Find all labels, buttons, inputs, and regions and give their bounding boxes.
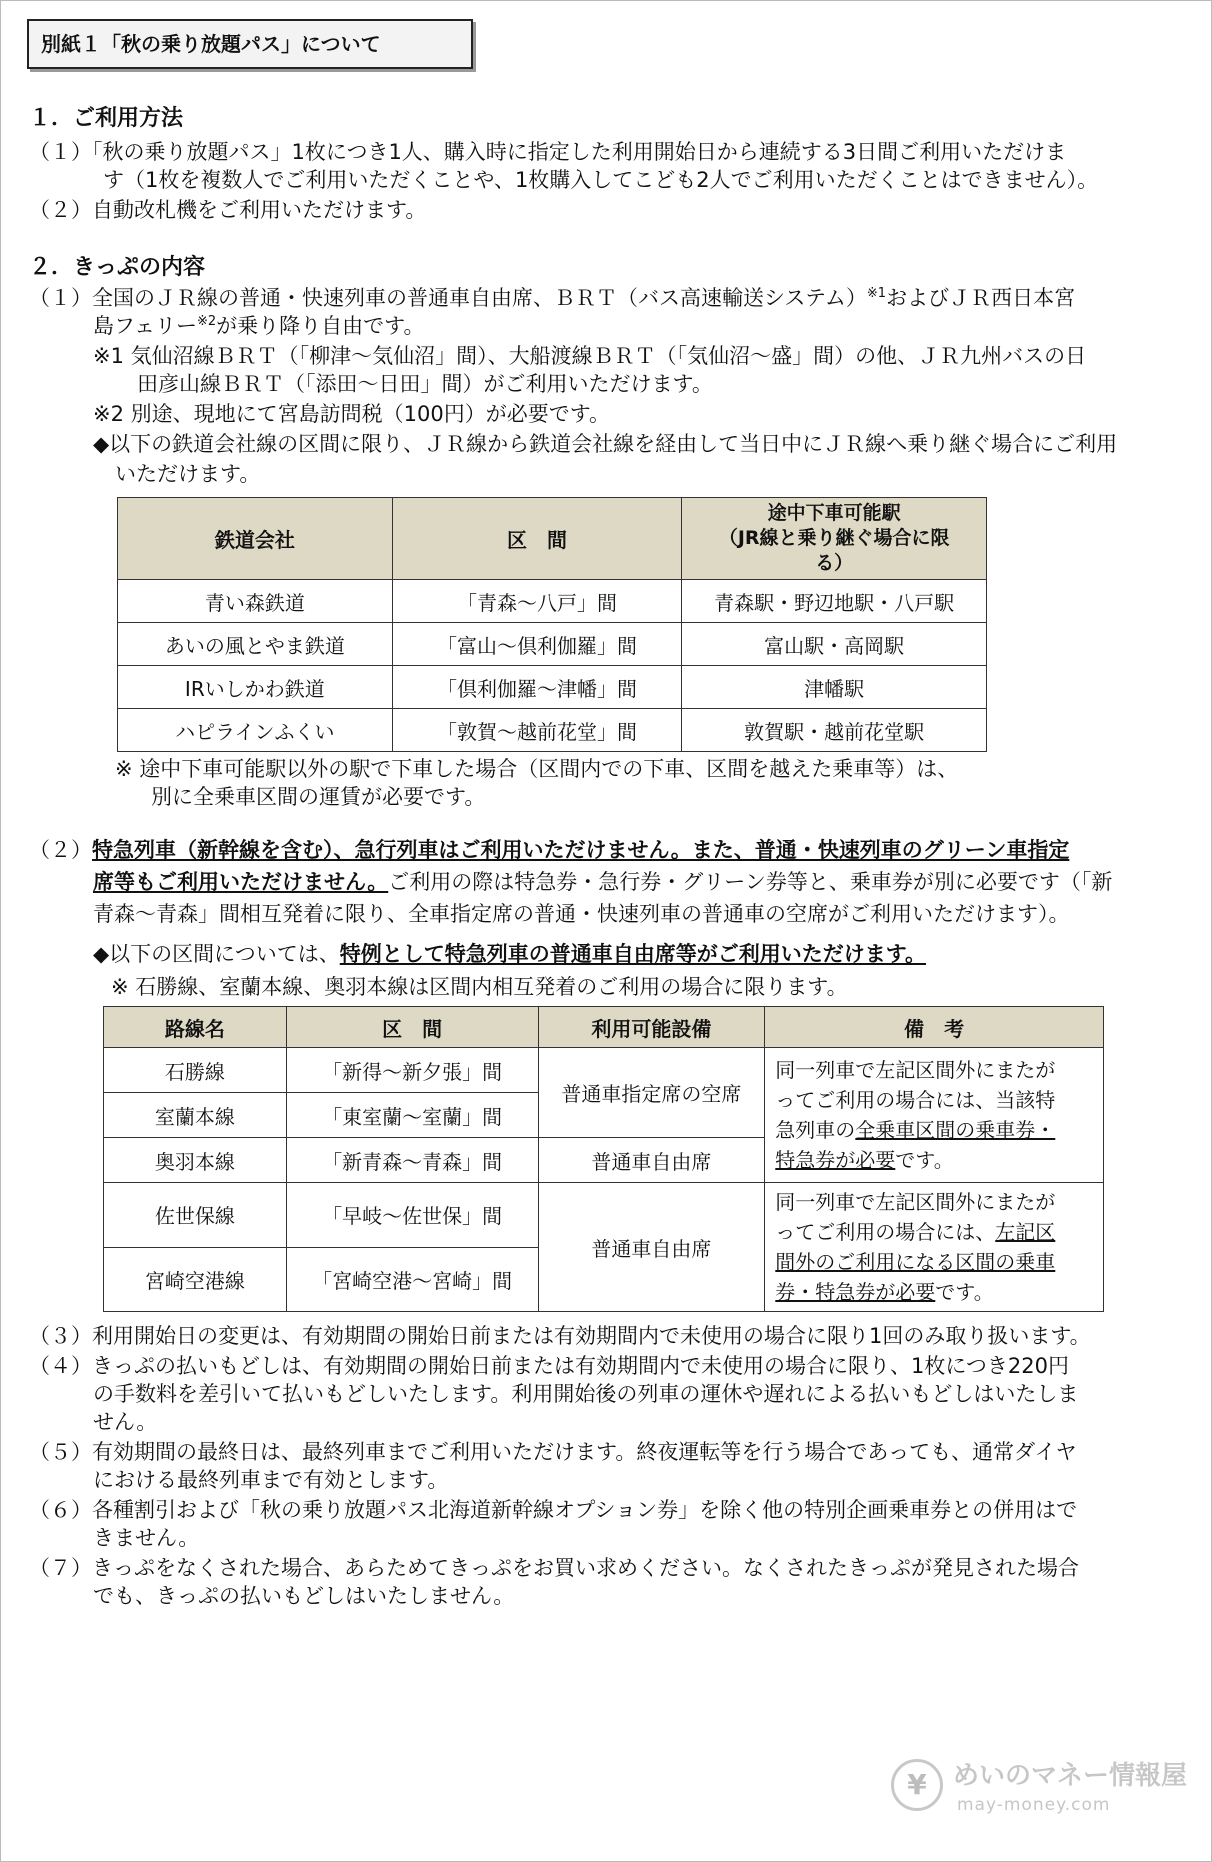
facility-nonreserved-b: 普通車自由席 xyxy=(538,1183,765,1312)
item1-text-d: が乗り降り自由です。 xyxy=(216,314,425,338)
section2-item4-line1: （４）きっぷの払いもどしは、有効期間の開始日前または有効期間内で未使用の場合に限り、1枚につき220円 xyxy=(29,1354,1070,1378)
table-row: 青い森鉄道 「青森～八戸」間 青森駅・野辺地駅・八戸駅 xyxy=(118,580,987,623)
section1-item1-line2: す（1枚を複数人でご利用いただくことや、1枚購入してこども2人でご利用いただくことはできません）。 xyxy=(103,168,1099,192)
section2-item2-line2 xyxy=(93,867,1112,897)
facility-nonreserved-a: 普通車自由席 xyxy=(538,1138,765,1183)
table-row: IRいしかわ鉄道 「倶利伽羅～津幡」間 津幡駅 xyxy=(118,666,987,709)
yen-coin-icon: ¥ xyxy=(891,1759,943,1811)
express-header-section: 区 間 xyxy=(286,1007,538,1048)
section2-item6-line2: きません。 xyxy=(93,1526,200,1550)
remark-a: 同一列車で左記区間外にまたが ってご利用の場合には、当該特 急列車の全乗車区間の乗車券・ 特急券が必要です。 xyxy=(765,1048,1104,1183)
express-section-table xyxy=(103,1006,1104,1312)
facility-reserved: 普通車指定席の空席 xyxy=(538,1048,765,1138)
document-title: 別紙１「秋の乗り放題パス」について xyxy=(27,19,473,69)
item2-prefix: （２） xyxy=(29,838,92,862)
table-row: 石勝線 「新得～新夕張」間 普通車指定席の空席 同一列車で左記区間外にまたが ってご利用の場合には、当該特 急列車の全乗車区間の乗車券・ 特急券が必要です。 xyxy=(104,1048,1104,1093)
section2-item5-line2: における最終列車まで有効とします。 xyxy=(93,1468,449,1492)
item1-text-a: （１）全国のＪＲ線の普通・快速列車の普通車自由席、ＢＲＴ（バス高速輸送システム） xyxy=(29,286,867,310)
section1-heading: １．ご利用方法 xyxy=(29,106,184,131)
express-header-remarks: 備 考 xyxy=(765,1007,1104,1048)
rail-note-line2: 別に全乗車区間の運賃が必要です。 xyxy=(151,785,486,809)
note1-line1: ※1 気仙沼線ＢＲＴ（「柳津～気仙沼」間）、大船渡線ＢＲＴ（「気仙沼～盛」間）の他、ＪＲ九州バスの日 xyxy=(93,344,1087,368)
watermark-logo xyxy=(891,1751,1191,1826)
express-intro-text: ◆以下の区間については、 xyxy=(93,942,340,966)
express-intro-underline: 特例として特急列車の普通車自由席等がご利用いただけます。 xyxy=(339,942,927,966)
section2-item2-line1 xyxy=(29,835,1069,865)
section2-item4-line2: の手数料を差引いて払いもどしいたします。利用開始後の列車の運休や遅れによる払いもどしはいたしま xyxy=(93,1382,1079,1406)
rail-header-section: 区 間 xyxy=(392,498,682,580)
table-row: 奥羽本線 「新青森～青森」間 普通車自由席 xyxy=(104,1138,1104,1183)
section2-item1-line1 xyxy=(29,283,1075,313)
item1-text-b: およびＪＲ西日本宮 xyxy=(886,286,1076,310)
express-header-line: 路線名 xyxy=(104,1007,287,1048)
item1-sup2: ※2 xyxy=(196,314,217,329)
section2-item2-line3: 青森～青森」間相互発着に限り、全車指定席の普通・快速列車の普通車の空席がご利用いただけます）。 xyxy=(93,902,1070,926)
section2-item6-line1: （６）各種割引および「秋の乗り放題パス北海道新幹線オプション券」を除く他の特別企画乗車券との併用はで xyxy=(29,1498,1078,1522)
rail-header-stopover: 途中下車可能駅 （JR線と乗り継ぐ場合に限 る） xyxy=(682,498,987,580)
item1-text-c: 島フェリー xyxy=(93,314,197,338)
item2-underline-a: 特急列車（新幹線を含む）、急行列車はご利用いただけません。また、普通・快速列車のグリーン車指定 xyxy=(92,838,1070,862)
section2-item4-line3: せん。 xyxy=(93,1410,158,1434)
rail-header-company: 鉄道会社 xyxy=(118,498,393,580)
section1-item2: （２）自動改札機をご利用いただけます。 xyxy=(29,198,427,222)
section2-item7-line1: （７）きっぷをなくされた場合、あらためてきっぷをお買い求めください。なくされたきっぷが発見された場合 xyxy=(29,1556,1079,1580)
express-table-header-row xyxy=(104,1007,1104,1048)
table-row: 佐世保線 「早岐～佐世保」間 普通車自由席 同一列車で左記区間外にまたが ってご利用の場合には、左記区 間外のご利用になる区間の乗車 券・特急券が必要です。 xyxy=(104,1183,1104,1248)
watermark-url: may-money.com xyxy=(957,1795,1111,1815)
section2-item7-line2: でも、きっぷの払いもどしはいたしません。 xyxy=(93,1584,515,1608)
rail-table-header-row xyxy=(118,498,987,580)
express-note: ※ 石勝線、室蘭本線、奥羽本線は区間内相互発着のご利用の場合に限ります。 xyxy=(111,975,848,999)
rail-intro-line2: いただけます。 xyxy=(115,462,261,486)
watermark-site-name: めいのマネー情報屋 xyxy=(953,1761,1188,1791)
note2: ※2 別途、現地にて宮島訪問税（100円）が必要です。 xyxy=(93,402,611,426)
section2-item1-line2 xyxy=(93,311,424,341)
table-row: 宮崎空港線 「宮崎空港～宮崎」間 xyxy=(104,1247,1104,1312)
rail-company-table xyxy=(117,497,987,752)
rail-intro-line1: ◆以下の鉄道会社線の区間に限り、ＪＲ線から鉄道会社線を経由して当日中にＪＲ線へ乗り継ぐ場合にご利用 xyxy=(93,432,1118,456)
section1-item1-line1: （１）「秋の乗り放題パス」1枚につき1人、購入時に指定した利用開始日から連続する3日間ご利用いただけま xyxy=(29,140,1067,164)
note1-line2: 田彦山線ＢＲＴ（「添田～日田」間）がご利用いただけます。 xyxy=(137,372,713,396)
item2-rest: ご利用の際は特急券・急行券・グリーン券等と、乗車券が別に必要です（「新 xyxy=(388,870,1113,894)
item1-sup1: ※1 xyxy=(866,286,887,301)
table-row: ハピラインふくい 「敦賀～越前花堂」間 敦賀駅・越前花堂駅 xyxy=(118,709,987,752)
item2-underline-b: 席等もご利用いただけません。 xyxy=(93,870,389,894)
section2-heading: ２．きっぷの内容 xyxy=(29,255,206,280)
express-header-facility: 利用可能設備 xyxy=(538,1007,765,1048)
table-row: 室蘭本線 「東室蘭～室蘭」間 xyxy=(104,1093,1104,1138)
section2-item5-line1: （５）有効期間の最終日は、最終列車までご利用いただけます。終夜運転等を行う場合であっても、通常ダイヤ xyxy=(29,1440,1077,1464)
remark-b: 同一列車で左記区間外にまたが ってご利用の場合には、左記区 間外のご利用になる区間の乗車 券・特急券が必要です。 xyxy=(765,1183,1104,1312)
table-row: あいの風とやま鉄道 「富山～倶利伽羅」間 富山駅・高岡駅 xyxy=(118,623,987,666)
express-intro xyxy=(93,939,926,969)
rail-note-line1: ※ 途中下車可能駅以外の駅で下車した場合（区間内での下車、区間を越えた乗車等）は、 xyxy=(115,757,959,781)
section2-item3: （３）利用開始日の変更は、有効期間の開始日前または有効期間内で未使用の場合に限り1回のみ取り扱います。 xyxy=(29,1324,1091,1348)
